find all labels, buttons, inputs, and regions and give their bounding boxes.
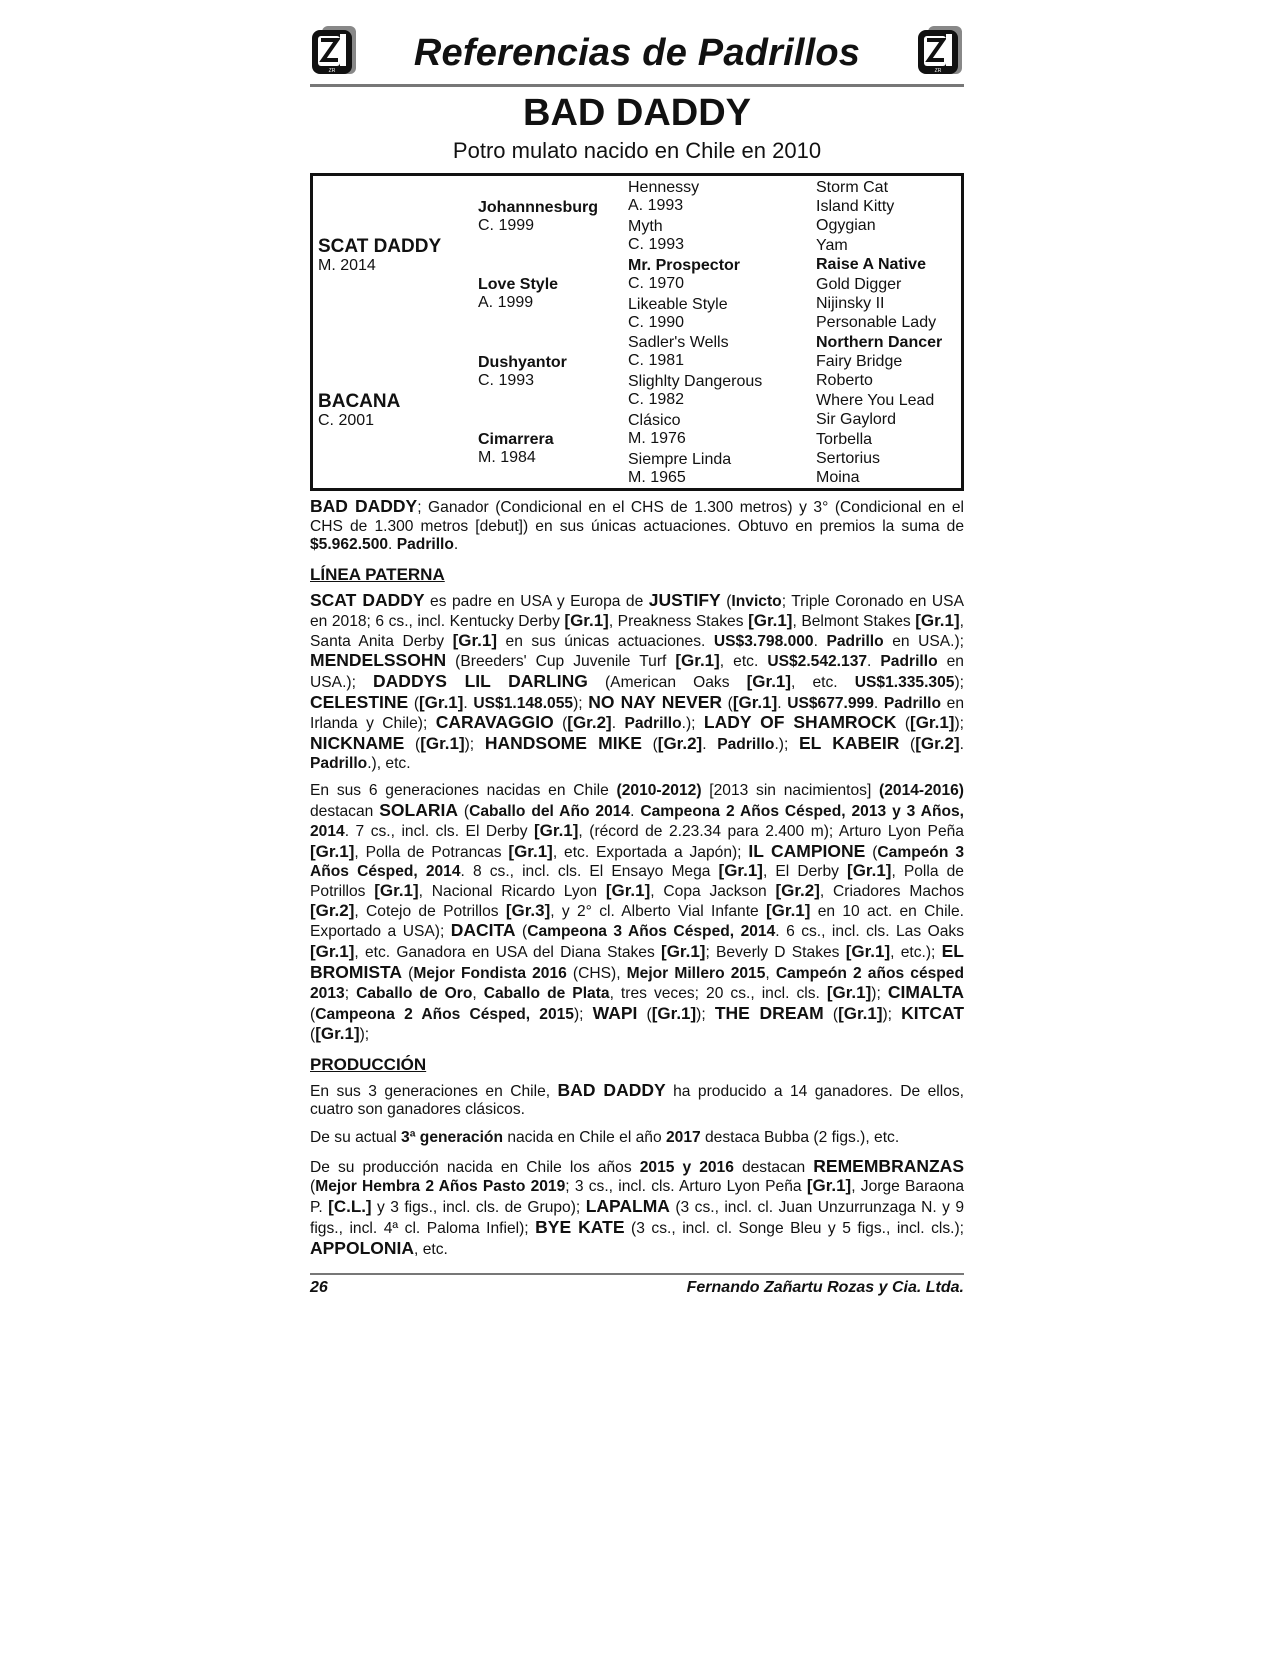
ancestor-name: Ogygian <box>816 217 876 235</box>
text: ); <box>464 736 485 754</box>
text: Invicto <box>731 593 782 611</box>
text: Padrillo <box>826 632 884 650</box>
text: NICKNAME <box>310 733 405 754</box>
text: es padre en USA y Europa de <box>424 593 649 611</box>
text: [Gr.1] <box>675 651 720 671</box>
text: ( <box>457 803 470 821</box>
text: [Gr.1] <box>915 610 960 630</box>
section-heading-paterna: LÍNEA PATERNA <box>310 565 445 585</box>
text: Padrillo <box>624 715 682 733</box>
text: ; Triple Coronado en USA en 2018; 6 cs., incl. Kentucky Derby <box>310 593 964 630</box>
section-heading-produccion: PRODUCCIÓN <box>310 1054 427 1074</box>
text: . <box>813 632 827 650</box>
produccion-paragraph-3 <box>310 1157 964 1260</box>
pedigree-cell <box>628 294 816 333</box>
pedigree-cell <box>816 294 961 313</box>
sire-name: SCAT DADDY <box>318 236 442 257</box>
text: 3ª generación <box>401 1128 503 1146</box>
text: [Gr.1] <box>766 900 811 920</box>
text: MENDELSSOHN <box>310 650 447 671</box>
text: En sus 3 generaciones en Chile, <box>310 1082 558 1100</box>
text: [Gr.1] <box>315 1023 360 1043</box>
pedigree-cell <box>628 411 816 450</box>
svg-text:ZR: ZR <box>328 68 336 74</box>
ancestor-name: Mr. Prospector <box>628 256 741 274</box>
ancestor-info: A. 1999 <box>478 294 534 312</box>
ancestor-info: C. 1990 <box>628 313 685 331</box>
text: ; Ganador (Condicional en el CHS de 1.300 metros) y 3° (Condicional en el CHS de 1.300 metros [debut]) en sus únicas actuaciones. Obtuvo en premios la suma de <box>310 499 965 535</box>
text: ( <box>404 736 421 754</box>
text: [Gr.2] <box>657 734 703 754</box>
ancestor-name: Northern Dancer <box>816 333 943 351</box>
text: . <box>453 536 459 554</box>
text: y 3 figs., incl. cls. de Grupo); <box>371 1199 586 1217</box>
text: en USA.); <box>883 632 964 650</box>
text: . <box>867 653 881 671</box>
text: (2010-2012) <box>616 782 702 800</box>
text: destaca Bubba (2 figs.), etc. <box>700 1128 900 1146</box>
text: Caballo de Plata <box>483 985 610 1003</box>
prize-amount: $5.962.500 <box>310 536 389 554</box>
text: (3 cs., incl. cl. Songe Bleu y 5 figs., incl. cls.); <box>624 1219 964 1237</box>
text: . 7 cs., incl. cls. El Derby <box>344 822 535 840</box>
ancestor-name: Nijinsky II <box>816 294 885 312</box>
text: [Gr.1] <box>374 880 419 900</box>
text: , Cotejo de Potrillos <box>354 902 506 920</box>
ancestor-name: Torbella <box>816 430 873 448</box>
text: en USA.); <box>310 653 964 691</box>
ancestor-name: Personable Lady <box>816 314 937 332</box>
text: destacan <box>733 1158 814 1176</box>
ancestor-info: C. 1981 <box>628 352 685 370</box>
pedigree-cell <box>628 449 816 488</box>
ancestor-name: Where You Lead <box>816 391 935 409</box>
text: WAPI <box>592 1003 638 1024</box>
text: ; 3 cs., incl. cls. Arturo Lyon Peña <box>565 1178 807 1196</box>
pedigree-cell <box>816 197 961 216</box>
text: DACITA <box>450 920 516 941</box>
pedigree-cell <box>816 430 961 449</box>
pedigree-cell <box>816 217 961 236</box>
ancestor-name: Slighlty Dangerous <box>628 373 763 391</box>
text: Padrillo <box>396 536 454 554</box>
horse-name: BAD DADDY <box>523 92 751 134</box>
header-title: Referencias de Padrillos <box>413 32 861 74</box>
pedigree-grandparents <box>478 178 628 488</box>
footer-company: Fernando Zañartu Rozas y Cia. Ltda. <box>686 1279 964 1297</box>
text: . 6 cs., incl. cls. Las Oaks <box>775 923 964 941</box>
text: ); <box>954 715 964 733</box>
text: En sus 6 generaciones nacidas en Chile <box>310 782 617 800</box>
text: Campeona 3 Años Césped, 2014 <box>527 923 776 941</box>
text: De su actual <box>310 1128 402 1146</box>
pedigree-table <box>310 173 964 491</box>
text: nacida en Chile el año <box>502 1128 666 1146</box>
text: [Gr.1] <box>732 692 778 712</box>
pedigree-cell <box>816 333 961 352</box>
horse-subtitle: Potro mulato nacido en Chile en 2010 <box>452 138 822 163</box>
pedigree-gen4 <box>816 178 961 488</box>
text: (American Oaks <box>587 673 747 691</box>
text: .), etc. <box>367 754 411 772</box>
text: CIMALTA <box>887 982 964 1003</box>
text: , Polla de Potrillos <box>310 863 964 900</box>
ancestor-info: A. 1993 <box>628 197 684 215</box>
text: ); <box>954 673 964 691</box>
text: Caballo de Oro <box>356 985 473 1003</box>
text: Caballo del Año 2014 <box>469 803 631 821</box>
ancestor-name: Likeable Style <box>628 295 728 313</box>
text: .); <box>681 715 704 733</box>
pedigree-cell <box>816 469 961 488</box>
pedigree-cell <box>816 449 961 468</box>
text: , El Derby <box>762 863 848 881</box>
text: [Gr.1] <box>564 610 609 630</box>
text: Padrillo <box>880 653 938 671</box>
page-number: 26 <box>310 1279 328 1297</box>
text: LAPALMA <box>585 1196 670 1217</box>
ancestor-name: Dushyantor <box>478 353 567 371</box>
ancestor-name: Island Kitty <box>816 198 895 216</box>
text: , tres veces; 20 cs., incl. cls. <box>609 985 827 1003</box>
produccion-paragraph-2 <box>310 1129 964 1148</box>
ancestor-name: Gold Digger <box>816 275 902 293</box>
text: (Breeders' Cup Juvenile Turf <box>446 653 676 671</box>
produccion-paragraph-1 <box>310 1081 964 1120</box>
ancestor-name: Storm Cat <box>816 178 889 196</box>
text: KITCAT <box>901 1003 965 1024</box>
ancestor-info: C. 1970 <box>628 274 685 292</box>
text: [Gr.1] <box>847 861 892 881</box>
text: [Gr.1] <box>605 880 651 900</box>
text: [Gr.2] <box>567 713 612 733</box>
text: . 8 cs., incl. cls. El Ensayo Mega <box>460 863 719 881</box>
text: . <box>630 803 641 821</box>
text: JUSTIFY <box>648 590 721 611</box>
text: [Gr.2] <box>310 900 355 920</box>
text: destacan <box>310 803 380 821</box>
pedigree-cell <box>816 236 961 255</box>
ancestor-name: Clásico <box>628 411 681 429</box>
pedigree-cell <box>478 178 628 256</box>
text: [Gr.1] <box>661 942 706 962</box>
text: ( <box>402 964 414 982</box>
text: ( <box>637 1006 652 1024</box>
text: Campeona 2 Años Césped, 2015 <box>315 1006 574 1024</box>
text: , Jorge Baraona P. <box>310 1178 964 1217</box>
ancestor-info: C. 1999 <box>478 216 535 234</box>
text: Padrillo <box>883 694 942 712</box>
text: CELESTINE <box>310 691 409 712</box>
text: ; <box>344 985 357 1003</box>
pedigree-cell <box>816 372 961 391</box>
pedigree-cell <box>816 256 961 275</box>
text: [Gr.2] <box>915 734 960 754</box>
text: ( <box>310 1006 316 1024</box>
text: , Criadores Machos <box>819 882 964 900</box>
text: en Irlanda y Chile); <box>310 694 964 733</box>
ancestor-name: Fairy Bridge <box>816 353 903 371</box>
text: ( <box>896 715 911 733</box>
ancestor-name: Siempre Linda <box>628 450 732 468</box>
text: [Gr.1] <box>452 630 498 650</box>
ancestor-name: Hennessy <box>628 179 700 197</box>
text: , Preakness Stakes <box>608 612 749 630</box>
text: CARAVAGGIO <box>435 712 554 733</box>
text: [C.L.] <box>328 1197 372 1217</box>
text: . <box>702 736 718 754</box>
text: ( <box>865 843 878 861</box>
text: APPOLONIA <box>310 1237 415 1258</box>
text: ( <box>641 736 658 754</box>
ancestor-name: Sir Gaylord <box>816 411 897 429</box>
paterna-paragraph <box>310 591 964 773</box>
text: , etc. <box>719 653 768 671</box>
horse-name-inline: BAD DADDY <box>310 496 418 516</box>
text: NO NAY NEVER <box>588 691 723 712</box>
text: [Gr.1] <box>419 692 464 712</box>
zr-logo-icon <box>916 24 964 76</box>
text: . <box>959 736 964 754</box>
text: HANDSOME MIKE <box>484 733 642 754</box>
text: ( <box>310 1178 316 1196</box>
text: , <box>472 985 484 1003</box>
text: Mejor Fondista 2016 <box>413 964 567 982</box>
text: Mejor Hembra 2 Años Pasto 2019 <box>315 1178 566 1196</box>
text: , etc. <box>791 673 855 691</box>
text: [Gr.1] <box>826 983 872 1003</box>
svg-text:ZR: ZR <box>934 68 942 74</box>
ancestor-name: Raise A Native <box>816 256 926 274</box>
pedigree-cell <box>478 411 628 489</box>
text: ha producido a 14 ganadores. De ellos, cuatro son ganadores clásicos. <box>310 1082 965 1119</box>
text: , (récord de 2.23.34 para 2.400 m); Arturo Lyon Peña <box>578 822 964 840</box>
pedigree-cell <box>816 352 961 371</box>
dam-name: BACANA <box>318 391 401 412</box>
pedigree-cell <box>816 275 961 294</box>
text: , etc.); <box>890 944 942 962</box>
text: [Gr.1] <box>420 734 465 754</box>
text: , <box>765 964 776 982</box>
page-footer <box>310 1279 964 1297</box>
text: ); <box>573 694 589 712</box>
text: [Gr.1] <box>651 1004 697 1024</box>
sire-info: M. 2014 <box>318 257 376 274</box>
ancestor-info: M. 1965 <box>628 468 686 486</box>
pedigree-sire <box>318 178 478 333</box>
text: [Gr.1] <box>310 841 355 861</box>
text: [Gr.1] <box>534 820 579 840</box>
ancestor-name: Love Style <box>478 276 559 294</box>
pedigree-cell <box>628 178 816 217</box>
text: BAD DADDY <box>557 1079 666 1100</box>
text: [Gr.2] <box>775 880 820 900</box>
text: ); <box>696 1006 715 1024</box>
text: ( <box>515 923 528 941</box>
pedigree-cell <box>478 333 628 411</box>
ancestor-name: Moina <box>816 469 860 487</box>
pedigree-cell <box>816 411 961 430</box>
text: US$1.148.055 <box>473 694 574 712</box>
ancestor-name: Roberto <box>816 372 873 390</box>
text: . <box>388 536 397 554</box>
text: [Gr.1] <box>746 671 792 691</box>
intro-paragraph <box>310 497 964 555</box>
chile-paragraph <box>310 782 964 1044</box>
text: [Gr.1] <box>838 1004 883 1024</box>
ancestor-name: Myth <box>628 218 663 236</box>
ancestor-name: Sadler's Wells <box>628 334 729 352</box>
dam-info: C. 2001 <box>318 412 375 429</box>
text: . <box>777 694 788 712</box>
text: (3 cs., incl. cl. Juan Unzurrunzaga N. y 9 figs., incl. 4ª cl. Paloma Infiel); <box>310 1199 964 1237</box>
text: , etc. Ganadora en USA del Diana Stakes <box>354 944 662 962</box>
text: ( <box>722 694 733 712</box>
text: [Gr.1] <box>508 841 553 861</box>
text: EL BROMISTA <box>310 941 964 982</box>
pedigree-cell <box>628 333 816 372</box>
text: 2015 y 2016 <box>639 1158 734 1176</box>
text: ( <box>408 694 420 712</box>
text: ( <box>823 1006 839 1024</box>
text: , Belmont Stakes <box>792 612 916 630</box>
pedigree-parents <box>318 178 478 488</box>
text: ( <box>720 593 732 611</box>
text: ( <box>899 736 916 754</box>
text: , etc. Exportada a Japón); <box>552 843 749 861</box>
pedigree-cell <box>816 391 961 410</box>
text: [Gr.1] <box>310 942 355 962</box>
text: .); <box>774 736 799 754</box>
text: Campeón 2 años césped 2013 <box>310 964 965 1003</box>
text: Padrillo <box>310 754 368 772</box>
text: ); <box>882 1006 902 1024</box>
text: DADDYS LIL DARLING <box>373 670 588 691</box>
pedigree-cell <box>478 256 628 334</box>
pedigree-cell <box>816 178 961 197</box>
text: De su producción nacida en Chile los años <box>310 1158 640 1176</box>
page <box>310 22 964 1297</box>
page-header <box>310 22 964 84</box>
text: [Gr.1] <box>748 610 793 630</box>
pedigree-gen3 <box>628 178 816 488</box>
text: . <box>873 694 884 712</box>
text: , etc. <box>414 1240 448 1258</box>
text: US$1.335.305 <box>854 673 955 691</box>
text: [Gr.1] <box>910 713 955 733</box>
text: 2017 <box>665 1128 701 1146</box>
header-divider <box>310 84 964 87</box>
text: , Copa Jackson <box>650 882 776 900</box>
ancestor-info: M. 1976 <box>628 429 686 447</box>
text: , Santa Anita Derby <box>310 612 964 650</box>
pedigree-cell <box>628 217 816 256</box>
text: BYE KATE <box>535 1216 625 1237</box>
ancestor-info: C. 1993 <box>478 371 535 389</box>
text: LADY OF SHAMROCK <box>703 712 897 733</box>
text: Padrillo <box>717 736 775 754</box>
pedigree-cell <box>816 314 961 333</box>
pedigree-cell <box>628 256 816 295</box>
ancestor-name: Cimarrera <box>478 431 554 449</box>
text: Mejor Millero 2015 <box>626 964 766 982</box>
text: ( <box>310 1025 316 1043</box>
ancestor-info: C. 1982 <box>628 391 685 409</box>
text: , Polla de Potrancas <box>354 843 509 861</box>
ancestor-name: Johannnesburg <box>478 198 599 216</box>
ancestor-info: C. 1993 <box>628 236 685 254</box>
text: [Gr.1] <box>845 942 891 962</box>
text: SCAT DADDY <box>310 590 425 611</box>
ancestor-name: Yam <box>816 236 848 254</box>
ancestor-info: M. 1984 <box>478 449 536 467</box>
text: ); <box>871 985 888 1003</box>
text: en sus únicas actuaciones. <box>497 632 714 650</box>
text: US$3.798.000 <box>713 632 814 650</box>
text: [Gr.1] <box>718 861 763 881</box>
text: . <box>463 694 474 712</box>
ancestor-name: Sertorius <box>816 449 881 467</box>
text: US$677.999 <box>787 694 874 712</box>
text: (CHS), <box>566 964 627 982</box>
text: SOLARIA <box>379 800 458 821</box>
pedigree-cell <box>628 372 816 411</box>
footer-divider <box>310 1273 964 1275</box>
text: Campeona 2 Años Césped, 2013 y 3 Años, 2014 <box>310 803 964 840</box>
text: [Gr.1] <box>806 1176 852 1196</box>
text: . <box>611 715 625 733</box>
text: EL KABEIR <box>799 733 900 754</box>
text: REMEMBRANZAS <box>813 1155 964 1176</box>
text: , y 2° cl. Alberto Vial Infante <box>550 902 767 920</box>
text: ); <box>573 1006 593 1024</box>
text: (2014-2016) <box>879 782 964 800</box>
text: THE DREAM <box>714 1003 824 1024</box>
text: ( <box>553 715 568 733</box>
text: , Nacional Ricardo Lyon <box>418 882 606 900</box>
text: US$2.542.137 <box>767 653 868 671</box>
text: [Gr.3] <box>505 900 551 920</box>
text: Campeón 3 Años Césped, 2014 <box>310 843 964 881</box>
text: ); <box>359 1025 370 1043</box>
text: [2013 sin nacimientos] <box>701 782 880 800</box>
pedigree-dam <box>318 333 478 488</box>
text: ; Beverly D Stakes <box>705 944 846 962</box>
text: en 10 act. en Chile. Exportado a USA); <box>310 902 964 941</box>
text: IL CAMPIONE <box>748 840 866 861</box>
